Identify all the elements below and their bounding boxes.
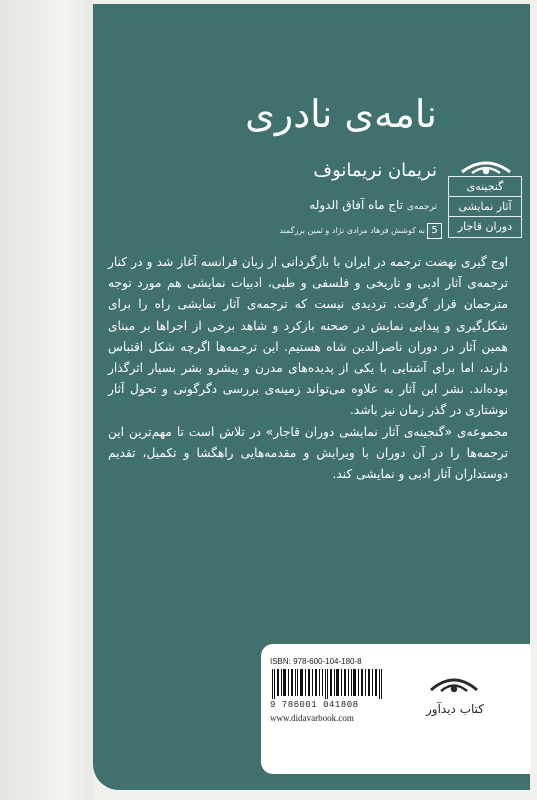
blurb-paragraph-1: اوج گیری نهضت ترجمه در ایران با بازگردانی از زبان فرانسه آغاز شد و در کنار ترجمه‌ی آثار ادبی و تاریخی و فلسفی و طبی، ادبیات نمایشی هم مورد توجه مترجمان قرار گرفت. تردیدی نیست که ترجمه‌ی آثار نمایشی راه را برای شکل‌گیری و پیدایی نمایش در صحنه بازکرد و شاهد برخی از اجراها بر مبنای همین آثار در دوران ناصرالدین شاه هستیم. این ترجمه‌ها اگرچه شکل اقتباس دارند، اما برای آشنایی با یکی از پدیده‌های مدرن و پیشرو بشر بسیار اثرگذار بوده‌اند. نشر این آثار به علاوه می‌تواند زمینه‌ی بررسی دگرگونی و تحول آثار نوشتاری در گذر زمان نیز باشد. — [108, 255, 508, 418]
series-box — [448, 176, 522, 238]
series-line-3: دوران قاجار — [457, 220, 513, 233]
blurb-paragraph-2: مجموعه‌ی «گنجینه‌ی آثار نمایشی دوران قاجار» در تلاش است تا مهم‌ترین این ترجمه‌ها را در آن دوران با ویرایش و مقدمه‌هایی راهگشا و تکمیل، تقدیم دوستداران آثار ادبی و نمایشی کند. — [108, 424, 508, 482]
blurb — [108, 252, 508, 485]
barcode — [270, 669, 384, 699]
book-title: نامه‌ی نادری — [245, 92, 437, 136]
translator-label: ترجمه‌ی — [406, 202, 437, 212]
series-line-2: آثار نمایشی — [449, 197, 521, 217]
page-edge — [0, 0, 93, 800]
publisher-website[interactable]: www.didavarbook.com — [270, 713, 354, 723]
edited-by: به کوشش فرهاد مرادی‌ نژاد و ثمین برزگمند — [279, 226, 425, 235]
translator-name: تاج ماه آفاق الدوله — [309, 198, 404, 212]
eye-logo-icon — [425, 672, 483, 694]
barcode-digits: 9 786001 041808 — [270, 700, 359, 710]
book-author: نریمان نریمانوف — [313, 160, 437, 181]
eye-logo-icon — [448, 156, 524, 178]
publisher-name: کتاب دیدآور — [425, 702, 484, 716]
series-logo — [448, 156, 524, 240]
isbn: ISBN: 978-600-104-180-8 — [270, 657, 362, 666]
translator-line — [309, 198, 437, 212]
series-line-1: گنجینه‌ی — [449, 177, 521, 197]
volume-number: 5 — [427, 223, 442, 239]
